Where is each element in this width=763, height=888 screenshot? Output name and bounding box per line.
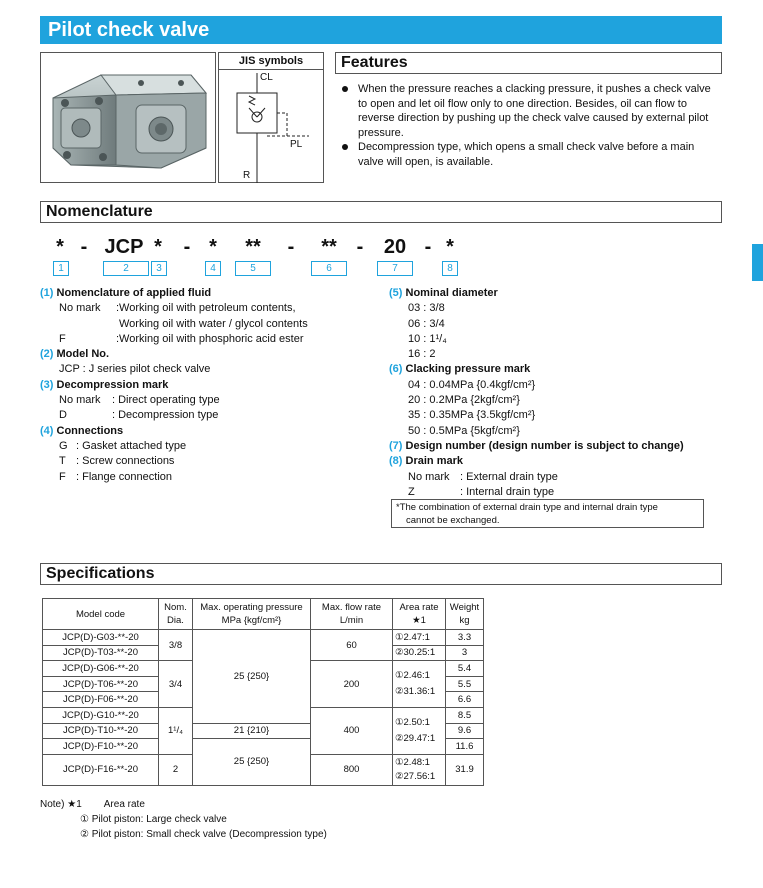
position-box: 6 [311, 261, 347, 276]
jis-label-r: R [243, 170, 251, 181]
weight-cell: 8.5 [446, 707, 484, 723]
bullet-icon [342, 144, 348, 150]
area-cell: ①2.47:1 [393, 630, 446, 646]
note-item: ② Pilot piston: Small check valve (Decompression type) [80, 829, 327, 840]
feature-text: Decompression type, which opens a small check valve before a main valve will open, is available. [358, 141, 695, 168]
option-desc: 35 : 0.35MPa {3.5kgf/cm²} [408, 409, 536, 422]
dia-cell: 3/4 [159, 661, 193, 708]
code-token: - [287, 236, 295, 258]
option-desc: :Working oil with phosphoric acid ester [116, 332, 304, 345]
code-token: * [209, 236, 217, 258]
model-cell: JCP(D)-T03-**-20 [43, 645, 159, 661]
note-title: Area rate [103, 799, 145, 810]
section-title: Design number (design number is subject to change) [405, 439, 684, 452]
position-box: 4 [205, 261, 221, 276]
nomenclature-left-column [40, 286, 380, 485]
weight-cell: 11.6 [446, 739, 484, 755]
code-token: * [56, 236, 64, 258]
option-desc: : Flange connection [76, 470, 173, 483]
note-line: cannot be exchanged. [406, 515, 500, 526]
nomenclature-heading: Nomenclature [40, 201, 722, 223]
header-model: Model code [43, 599, 159, 630]
weight-cell: 9.6 [446, 723, 484, 739]
note-item: ① Pilot piston: Large check valve [80, 814, 227, 825]
code-token: - [80, 236, 88, 258]
weight-cell: 3.3 [446, 630, 484, 646]
weight-cell: 5.4 [446, 661, 484, 677]
table-row [43, 630, 484, 646]
features-heading: Features [335, 52, 722, 74]
area-cell: ②30.25:1 [393, 645, 446, 661]
code-token: ** [245, 236, 261, 258]
option-desc: 06 : 3/4 [408, 317, 445, 330]
model-cell: JCP(D)-F10-**-20 [43, 739, 159, 755]
header-pressure: Max. operating pressure MPa {kgf/cm²} [193, 599, 311, 630]
flow-cell: 60 [311, 630, 393, 661]
header-area: Area rate ★1 [393, 599, 446, 630]
section-title: Nominal diameter [405, 287, 498, 299]
check-valve-symbol-icon [219, 71, 323, 183]
position-box: 3 [151, 261, 167, 276]
option-desc: 16 : 2 [408, 348, 436, 361]
model-cell: JCP(D)-T06-**-20 [43, 676, 159, 692]
option-code: G [59, 439, 68, 452]
option-desc: : Gasket attached type [76, 439, 187, 452]
features-list [340, 82, 718, 170]
option-code: No mark [59, 394, 101, 407]
area-cell: ①2.50:1 ②29.47:1 [393, 707, 446, 754]
section-title: Drain mark [405, 455, 463, 468]
option-desc: : Decompression type [112, 409, 219, 422]
model-cell: JCP(D)-F06-**-20 [43, 692, 159, 708]
option-desc: 20 : 0.2MPa {2kgf/cm²} [408, 394, 520, 407]
weight-cell: 5.5 [446, 676, 484, 692]
area-cell: ①2.48:1 ②27.56:1 [393, 754, 446, 785]
feature-item [340, 82, 718, 140]
model-cell: JCP(D)-F16-**-20 [43, 754, 159, 785]
model-cell: JCP(D)-G10-**-20 [43, 707, 159, 723]
section-title: Model No. [56, 348, 110, 361]
option-code: T [59, 455, 66, 468]
option-desc: :Working oil with petroleum contents, [116, 302, 296, 315]
code-token: ** [321, 236, 337, 258]
weight-cell: 31.9 [446, 754, 484, 785]
option-desc: Working oil with water / glycol contents [119, 317, 308, 330]
code-token: * [446, 236, 454, 258]
section-number: (5) [389, 287, 403, 299]
option-code: No mark [408, 470, 450, 483]
table-header-row [43, 599, 484, 630]
header-weight: Weight kg [446, 599, 484, 630]
footnotes [40, 797, 327, 842]
option-desc: JCP : J series pilot check valve [59, 363, 211, 376]
code-token: * [154, 236, 162, 258]
section-number: (8) [389, 455, 403, 468]
section-number: (1) [40, 287, 54, 299]
section-title: Connections [56, 424, 124, 437]
code-token: - [183, 236, 191, 258]
code-token: JCP [104, 236, 144, 258]
model-cell: JCP(D)-G06-**-20 [43, 661, 159, 677]
specifications-heading: Specifications [40, 563, 722, 585]
option-desc: : Internal drain type [460, 485, 555, 498]
pressure-cell: 21 {210} [193, 723, 311, 739]
jis-header: JIS symbols [219, 53, 323, 70]
bullet-icon [342, 86, 348, 92]
option-code: D [59, 409, 67, 422]
header-dia: Nom. Dia. [159, 599, 193, 630]
position-box: 5 [235, 261, 271, 276]
product-photo [40, 52, 216, 183]
section-title: Decompression mark [56, 378, 169, 391]
position-box: 7 [377, 261, 413, 276]
section-number: (7) [389, 439, 403, 452]
option-code: No mark [59, 302, 101, 315]
note-line: *The combination of external drain type and internal drain type [396, 502, 658, 513]
jis-symbol-box [218, 52, 324, 183]
valve-illustration [41, 53, 217, 184]
option-desc: : Direct operating type [112, 394, 220, 407]
flow-cell: 200 [311, 661, 393, 708]
specifications-table [42, 598, 484, 786]
section-number: (4) [40, 424, 54, 437]
area-cell: ①2.46:1 ②31.36:1 [393, 661, 446, 708]
option-desc: 03 : 3/8 [408, 302, 445, 315]
option-desc: 04 : 0.04MPa {0.4kgf/cm²} [408, 378, 536, 391]
weight-cell: 6.6 [446, 692, 484, 708]
option-code: Z [408, 485, 415, 498]
dia-cell: 1¹/₄ [159, 707, 193, 754]
section-number: (2) [40, 348, 54, 361]
jis-label-pl: PL [290, 139, 303, 150]
code-token: - [356, 236, 364, 258]
position-box: 2 [103, 261, 149, 276]
pressure-cell: 25 {250} [193, 739, 311, 786]
jis-label-cl: CL [260, 72, 273, 83]
option-desc: 50 : 0.5MPa {5kgf/cm²} [408, 424, 520, 437]
section-title: Nomenclature of applied fluid [56, 287, 212, 299]
flow-cell: 800 [311, 754, 393, 785]
dia-cell: 2 [159, 754, 193, 785]
pressure-cell: 25 {250} [193, 630, 311, 724]
feature-item [340, 140, 718, 169]
position-box: 1 [53, 261, 69, 276]
page-title: Pilot check valve [40, 16, 722, 44]
code-token: - [424, 236, 432, 258]
note-label: Note) ★1 [40, 799, 82, 810]
position-box: 8 [442, 261, 458, 276]
flow-cell: 400 [311, 707, 393, 754]
feature-text: When the pressure reaches a clacking pressure, it pushes a check valve to open and let oil flow only to one direction. Besides, oil can flow to reverse direction by pushing up the check valve caused by external pilot pressure. [358, 83, 711, 139]
option-code: F [59, 470, 66, 483]
nomenclature-right-column [389, 286, 729, 500]
model-cell: JCP(D)-T10-**-20 [43, 723, 159, 739]
option-desc: 10 : 1¹/₄ [408, 332, 447, 345]
section-title: Clacking pressure mark [405, 363, 531, 376]
drain-note-box [391, 499, 704, 528]
option-desc: : External drain type [460, 470, 558, 483]
option-desc: : Screw connections [76, 455, 175, 468]
section-number: (6) [389, 363, 403, 376]
side-index-tab [752, 244, 763, 281]
model-cell: JCP(D)-G03-**-20 [43, 630, 159, 646]
dia-cell: 3/8 [159, 630, 193, 661]
weight-cell: 3 [446, 645, 484, 661]
header-flow: Max. flow rate L/min [311, 599, 393, 630]
code-token: 20 [383, 236, 407, 258]
option-code: F [59, 332, 66, 345]
section-number: (3) [40, 378, 54, 391]
